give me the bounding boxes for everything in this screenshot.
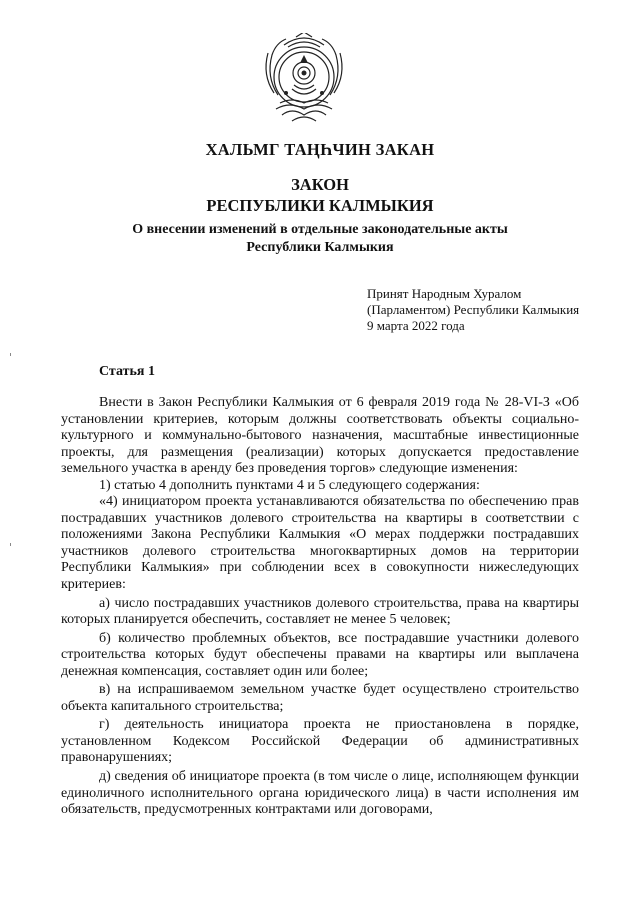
paragraph: 1) статью 4 дополнить пунктами 4 и 5 следующего содержания:: [99, 477, 480, 493]
paragraph: а) число пострадавших участников долевого строительства, права на квартиры которых планируется обеспечить, составляет не менее 5 человек;: [61, 595, 579, 628]
scan-mark: [10, 543, 11, 546]
paragraph: д) сведения об инициаторе проекта (в том числе о лице, исполняющем функции единоличного исполнительного органа юридического лица) в части исполнения им обязательств, предусмотренных контрактами или договорами,: [61, 769, 579, 818]
scan-mark: [10, 353, 11, 356]
kalmyk-title: ХАЛЬМГ ТАҢҺЧИН ЗАКАН: [205, 140, 435, 159]
adoption-date: 9 марта 2022 года: [367, 318, 465, 333]
paragraph: Внести в Закон Республики Калмыкия от 6 февраля 2019 года № 28-VI-З «Об установлении критериев, которым должны соответствовать объекты социально-культурного и коммунально-бытового назначения, масштабные инвестиционные проекты, для размещения (реализации) которых допускается предоставление земельного участка в аренду без проведения торгов» следующие изменения:: [61, 395, 579, 477]
article-title: Статья 1: [99, 364, 155, 379]
coat-of-arms-icon: [256, 33, 352, 125]
adoption-line: (Парламентом) Республики Калмыкия: [367, 302, 580, 317]
republic-heading: РЕСПУБЛИКИ КАЛМЫКИЯ: [206, 196, 434, 215]
article-body: [61, 395, 579, 819]
paragraph: «4) инициатором проекта устанавливаются обязательства по обеспечению прав пострадавших участников долевого строительства на квартиры в соответствии с положениями Закона Республики Калмыкия «О мерах поддержки пострадавших участников долевого строительства многоквартирных домов на территории Республики Калмыкия» при соблюдении всех в совокупности нижеследующих критериев:: [61, 494, 579, 593]
adoption-line: Принят Народным Хуралом: [367, 286, 522, 301]
paragraph: б) количество проблемных объектов, все пострадавшие участники долевого строительства которых будут обеспечены правами на квартиры или выплачена денежная компенсация, составляет один или более;: [61, 630, 579, 679]
law-subject-line-1: О внесении изменений в отдельные законодательные акты: [132, 222, 508, 237]
adoption-block: [367, 286, 579, 334]
paragraph: г) деятельность инициатора проекта не приостановлена в порядке, установленном Кодексом Российской Федерации об административных правонарушениях;: [61, 717, 579, 766]
law-heading: ЗАКОН: [291, 175, 349, 194]
paragraph: в) на испрашиваемом земельном участке будет осуществлено строительство объекта капитального строительства;: [61, 682, 579, 714]
law-subject-line-2: Республики Калмыкия: [246, 240, 394, 255]
